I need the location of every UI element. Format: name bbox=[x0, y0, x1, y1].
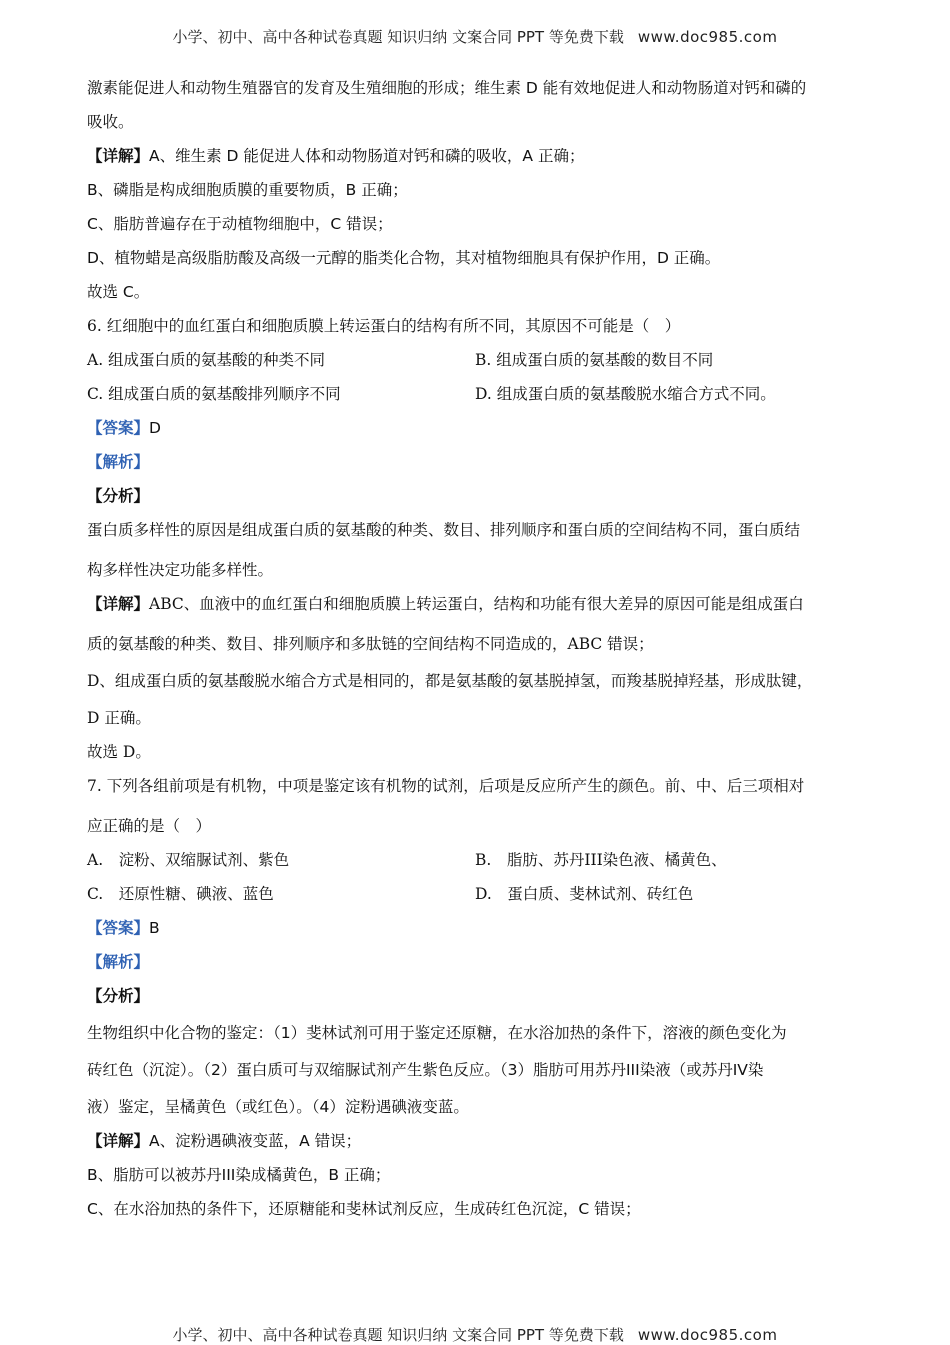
question-6-options-row-2 bbox=[87, 382, 867, 406]
text-line: 吸收。 bbox=[87, 113, 134, 131]
text-line: B、脂肪可以被苏丹III染成橘黄色，B 正确； bbox=[87, 1166, 391, 1184]
option-d: D. 组成蛋白质的氨基酸脱水缩合方式不同。 bbox=[475, 385, 776, 403]
answer-value: D bbox=[149, 419, 161, 437]
text-line: B、磷脂是构成细胞质膜的重要物质，B 正确； bbox=[87, 181, 408, 199]
text-line: 砖红色（沉淀）。（2）蛋白质可与双缩脲试剂产生紫色反应。（3）脂肪可用苏丹III染液（或苏丹IV染 bbox=[87, 1061, 764, 1079]
detail-line bbox=[87, 592, 867, 616]
text-line: 质的氨基酸的种类、数目、排列顺序和多肽链的空间结构不同造成的，ABC 错误； bbox=[87, 635, 654, 653]
document-body bbox=[87, 76, 867, 1221]
header-url[interactable]: www.doc985.com bbox=[637, 28, 778, 46]
answer-value: B bbox=[149, 919, 160, 937]
footer-text: 小学、初中、高中各种试卷真题 知识归纳 文案合同 PPT 等免费下载 bbox=[172, 1326, 624, 1344]
option-a: A. 淀粉、双缩脲试剂、紫色 bbox=[87, 851, 290, 869]
text-line: D、植物蜡是高级脂肪酸及高级一元醇的脂类化合物，其对植物细胞具有保护作用，D 正确。 bbox=[87, 249, 721, 267]
breakdown-label: 【分析】 bbox=[87, 987, 150, 1005]
answer-line bbox=[87, 416, 867, 440]
question-7-options-row-2 bbox=[87, 882, 867, 906]
text-line: C、在水浴加热的条件下，还原糖能和斐林试剂反应，生成砖红色沉淀，C 错误； bbox=[87, 1200, 641, 1218]
detail-label: 【详解】 bbox=[87, 1132, 150, 1150]
text-line: 激素能促进人和动物生殖器官的发育及生殖细胞的形成；维生素 D 能有效地促进人和动物肠道对钙和磷的 bbox=[87, 79, 807, 97]
breakdown-label: 【分析】 bbox=[87, 487, 150, 505]
text-line: D、组成蛋白质的氨基酸脱水缩合方式是相同的，都是氨基酸的氨基脱掉氢，而羧基脱掉羟基，形成肽键， bbox=[87, 672, 813, 690]
option-b: B. 组成蛋白质的氨基酸的数目不同 bbox=[475, 351, 714, 369]
text-line: 蛋白质多样性的原因是组成蛋白质的氨基酸的种类、数目、排列顺序和蛋白质的空间结构不同，蛋白质结 bbox=[87, 521, 801, 539]
question-7-cont: 应正确的是（ ） bbox=[87, 817, 212, 835]
detail-line bbox=[87, 1129, 867, 1153]
detail-label: 【详解】 bbox=[87, 147, 150, 165]
question-6-options-row-1 bbox=[87, 348, 867, 372]
header-text: 小学、初中、高中各种试卷真题 知识归纳 文案合同 PPT 等免费下载 bbox=[172, 28, 624, 46]
analysis-label: 【解析】 bbox=[87, 953, 150, 971]
detail-text: A、淀粉遇碘液变蓝，A 错误； bbox=[149, 1132, 362, 1150]
option-c: C. 组成蛋白质的氨基酸排列顺序不同 bbox=[87, 385, 341, 403]
text-line: 故选 D。 bbox=[87, 743, 151, 761]
option-d: D. 蛋白质、斐林试剂、砖红色 bbox=[475, 885, 694, 903]
question-6: 6. 红细胞中的血红蛋白和细胞质膜上转运蛋白的结构有所不同，其原因不可能是（ ） bbox=[87, 317, 681, 335]
answer-label: 【答案】 bbox=[87, 919, 150, 937]
detail-text: ABC、血液中的血红蛋白和细胞质膜上转运蛋白，结构和功能有很大差异的原因可能是组成蛋白 bbox=[149, 595, 804, 613]
footer-url[interactable]: www.doc985.com bbox=[637, 1326, 778, 1344]
text-line: D 正确。 bbox=[87, 709, 151, 727]
detail-line bbox=[87, 144, 867, 168]
text-line: 生物组织中化合物的鉴定：（1）斐林试剂可用于鉴定还原糖，在水浴加热的条件下，溶液的颜色变化为 bbox=[87, 1024, 787, 1042]
page-header bbox=[0, 26, 950, 47]
detail-label: 【详解】 bbox=[87, 594, 150, 613]
detail-text: A、维生素 D 能促进人体和动物肠道对钙和磷的吸收，A 正确； bbox=[149, 147, 585, 165]
question-7-options-row-1 bbox=[87, 848, 867, 872]
option-b: B. 脂肪、苏丹III染色液、橘黄色、 bbox=[475, 851, 727, 869]
question-7: 7. 下列各组前项是有机物，中项是鉴定该有机物的试剂，后项是反应所产生的颜色。前、中、后三项相对 bbox=[87, 777, 805, 795]
analysis-label: 【解析】 bbox=[87, 453, 150, 471]
text-line: 构多样性决定功能多样性。 bbox=[87, 561, 274, 579]
answer-label: 【答案】 bbox=[87, 419, 150, 437]
text-line: 液）鉴定，呈橘黄色（或红色）。（4）淀粉遇碘液变蓝。 bbox=[87, 1098, 469, 1116]
answer-line bbox=[87, 916, 867, 940]
option-a: A. 组成蛋白质的氨基酸的种类不同 bbox=[87, 351, 326, 369]
option-c: C. 还原性糖、碘液、蓝色 bbox=[87, 885, 274, 903]
text-line: C、脂肪普遍存在于动植物细胞中，C 错误； bbox=[87, 215, 393, 233]
page-footer bbox=[0, 1324, 950, 1345]
text-line: 故选 C。 bbox=[87, 283, 150, 301]
